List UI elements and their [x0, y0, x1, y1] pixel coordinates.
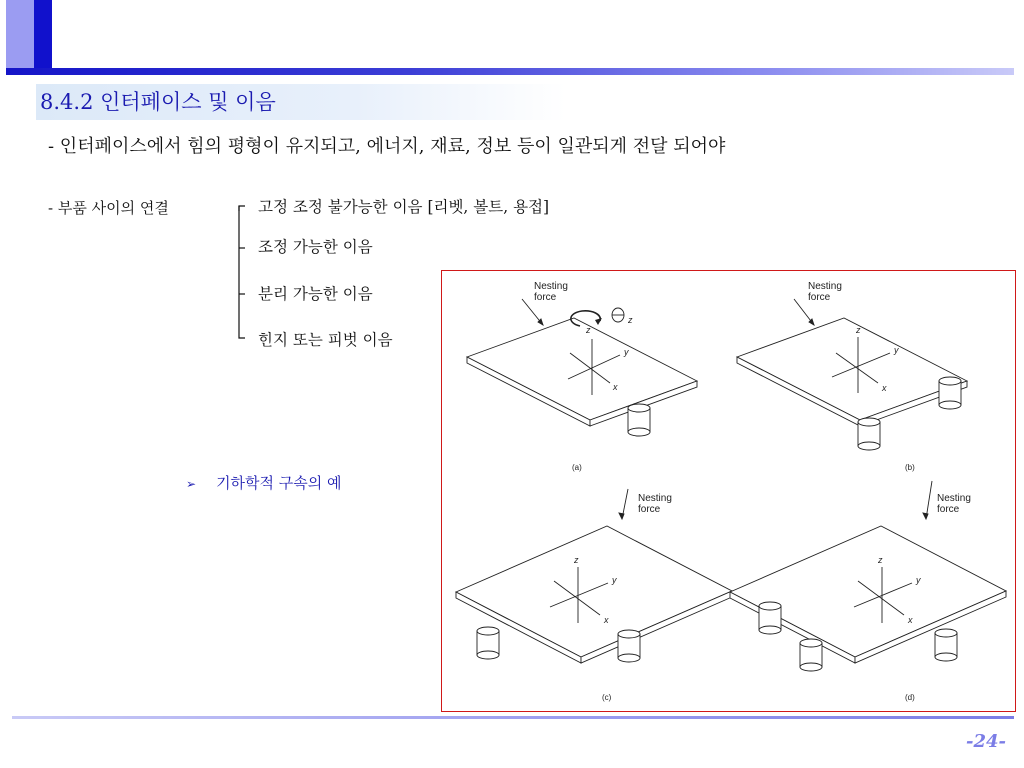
- axis-z-d: z: [878, 555, 883, 565]
- page-number: -24-: [966, 731, 1006, 752]
- axis-x-d: x: [908, 615, 913, 625]
- force-label-c: Nesting force: [638, 493, 672, 515]
- theta-symbol-icon: [612, 308, 624, 322]
- axis-x-a: x: [613, 382, 618, 392]
- pin-b1: [939, 377, 961, 409]
- axis-y-b: y: [894, 345, 899, 355]
- joint-type-adjustable: 조정 가능한 이음: [258, 238, 373, 256]
- connection-label: - 부품 사이의 연결: [48, 199, 169, 217]
- rotation-label-a: z: [628, 315, 633, 325]
- constraint-drawing: [442, 271, 1015, 711]
- pin-a1: [628, 404, 650, 436]
- axis-z-a: z: [586, 325, 591, 335]
- pin-c1: [477, 627, 499, 659]
- force-label-d: Nesting force: [937, 493, 971, 515]
- pin-c2: [618, 630, 640, 662]
- joint-bracket: [230, 198, 250, 346]
- force-arrow-c: [619, 489, 628, 519]
- panel-label-a: (a): [572, 463, 582, 472]
- force-label-b: Nesting force: [808, 281, 842, 303]
- joint-type-hinge: 힌지 또는 피벗 이음: [258, 331, 393, 349]
- plate-a: [467, 318, 697, 426]
- joint-type-separable: 분리 가능한 이음: [258, 285, 373, 303]
- header-accent-light: [6, 0, 34, 68]
- axis-y-c: y: [612, 575, 617, 585]
- example-caption: [186, 472, 342, 493]
- example-text: 기하학적 구속의 예: [216, 474, 342, 492]
- panel-label-b: (b): [905, 463, 915, 472]
- pin-d3: [935, 629, 957, 661]
- panel-label-c: (c): [602, 693, 612, 702]
- axis-z-c: z: [574, 555, 579, 565]
- header-bar: [6, 68, 1014, 75]
- force-label-a: Nesting force: [534, 281, 568, 303]
- pin-d1: [759, 602, 781, 634]
- interface-statement: - 인터페이스에서 힘의 평형이 유지되고, 에너지, 재료, 정보 등이 일관되게 전달 되어야: [48, 136, 726, 157]
- axis-y-a: y: [624, 347, 629, 357]
- joint-type-fixed: 고정 조정 불가능한 이음 [리벳, 볼트, 용접]: [258, 198, 550, 216]
- axis-x-c: x: [604, 615, 609, 625]
- axis-y-d: y: [916, 575, 921, 585]
- pin-b2: [858, 418, 880, 450]
- footer-bar: [12, 716, 1014, 719]
- plate-b: [737, 318, 967, 426]
- header-accent-dark: [34, 0, 52, 74]
- constraint-figure: [441, 270, 1016, 712]
- slide-title: 8.4.2 인터페이스 및 이음: [40, 90, 276, 114]
- plate-d: [730, 526, 1006, 663]
- axis-x-b: x: [882, 383, 887, 393]
- arrow-bullet-icon: ➢: [186, 477, 197, 491]
- axis-z-b: z: [856, 325, 861, 335]
- force-arrow-d: [923, 481, 932, 519]
- pin-d2: [800, 639, 822, 671]
- panel-label-d: (d): [905, 693, 915, 702]
